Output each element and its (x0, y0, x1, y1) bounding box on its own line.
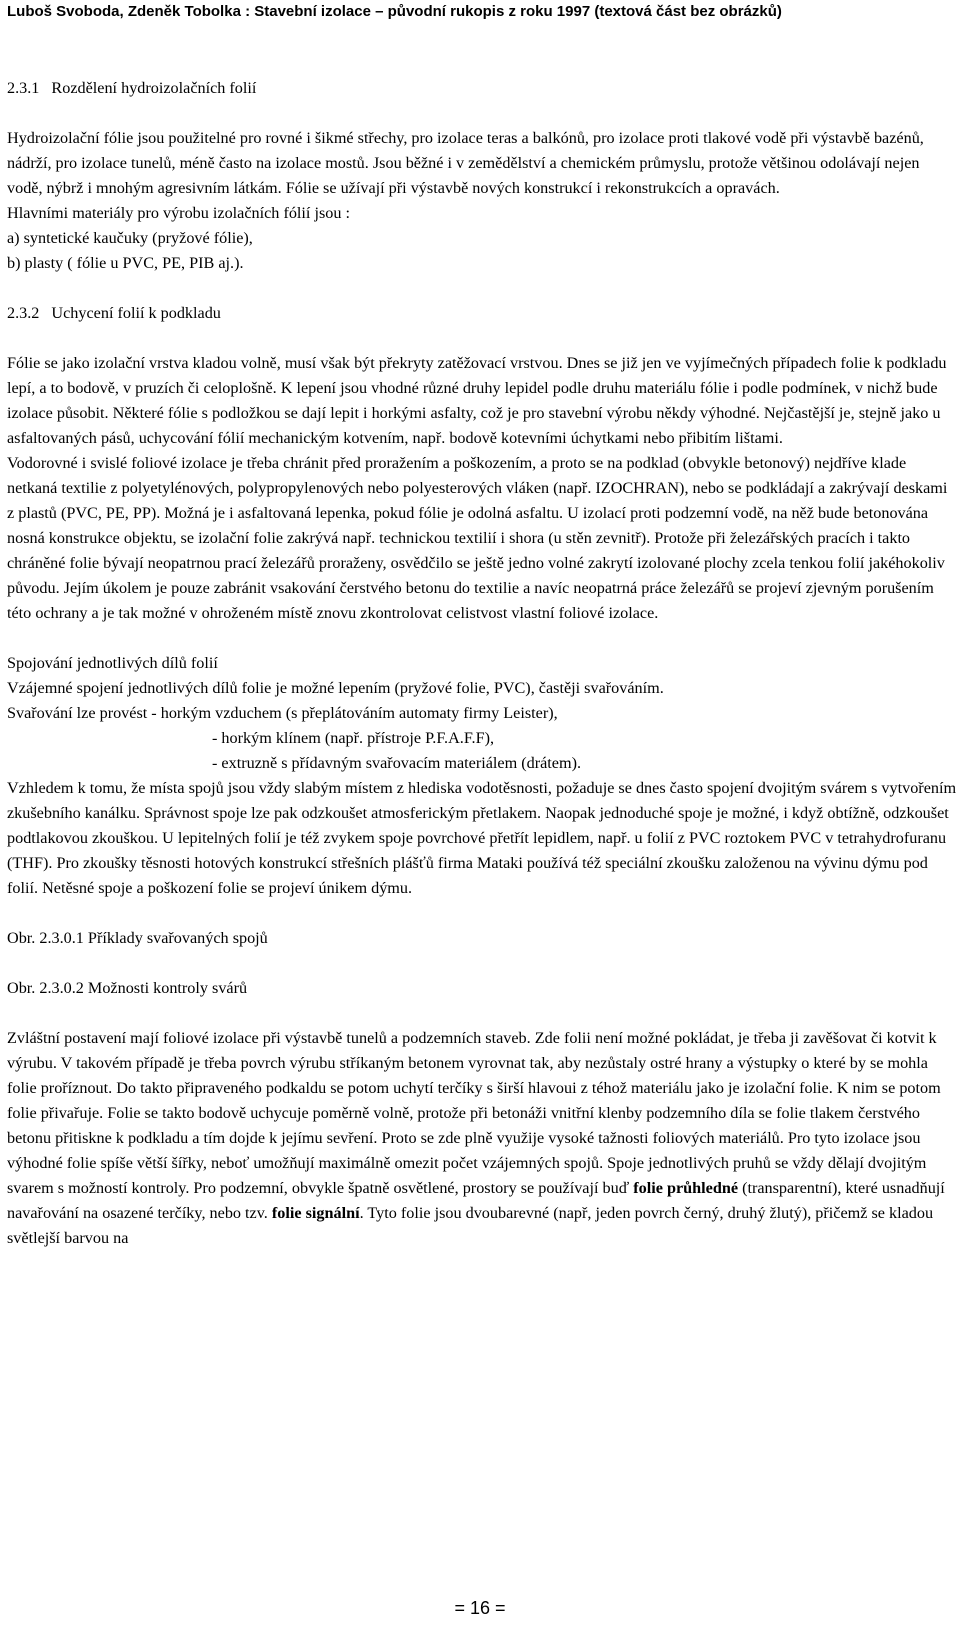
figure-caption: Obr. 2.3.0.2 Možnosti kontroly svárů (7, 979, 248, 997)
document-body (7, 76, 957, 1251)
section-number: 2.3.2 (7, 304, 40, 322)
paragraph: Fólie se jako izolační vrstva kladou volně, musí však být překryty zatěžovací vrstvou. Dnes se již jen ve vyjímečných případech folie k podkladu lepí, a to bodově, v pruzích či celoplošně. K lepení jsou vhodné různé druhy lepidel podle druhu materiálu fólie i podle podmínek, v nichž bude izolace působit. Některé fólie s podložkou se dají lepit i horkými asfalty, což je pro stavební výrobu někdy výhodné. Nejčastější je, stejně jako u asfaltovaných pásů, uchycování fólií mechanickým kotvením, např. bodově kotevními úchytkami nebo přibitím lištami. (7, 354, 947, 447)
list-item: - extruzně s přídavným svařovacím materiálem (drátem). (212, 754, 582, 772)
paragraph: Hlavními materiály pro výrobu izolačních fólií jsou : (7, 204, 351, 222)
paragraph: Svařování lze provést - horkým vzduchem (s přeplátováním automaty firmy Leister), (7, 704, 558, 722)
section-heading-2-3-1 (7, 76, 957, 101)
list-item: a) syntetické kaučuky (pryžové fólie), (7, 229, 253, 247)
paragraph: Vzhledem k tomu, že místa spojů jsou vždy slabým místem z hlediska vodotěsnosti, požaduje se dnes často spojení dvojitým svárem s vytvořením zkušebního kanálku. Správnost spoje lze pak odzkoušet atmosferickým přetlakem. Naopak jednoduché spoje je možné, i když obtížně, odzkoušet podtlakovou zkouškou. U lepitelných folií je též zvykem spoje povrchové přetřít lepidlem, např. u folií z PVC roztokem PVC v tetrahydrofuranu (THF). Pro zkoušky těsnosti hotových konstrukcí střešních plášťů firma Mataki používá též speciální zkoušku založenou na vývinu dýmu pod folií. Netěsné spoje a poškození folie se projeví únikem dýmu. (7, 779, 957, 897)
paragraph: Hydroizolační fólie jsou použitelné pro rovné i šikmé střechy, pro izolace teras a balkónů, pro izolace proti tlakové vodě při výstavbě bazénů, nádrží, pro izolace tunelů, méně často na izolace mostů. Jsou běžné i v zemědělství a chemickém průmyslu, protože většinou odolávají nejen vodě, nýbrž i mnohým agresivním látkám. Fólie se užívají při výstavbě nových konstrukcí i rekonstrukcích a opravách. (7, 129, 924, 197)
section-number: 2.3.1 (7, 79, 40, 97)
subheading: Spojování jednotlivých dílů folií (7, 654, 218, 672)
section-title: Rozdělení hydroizolačních folií (51, 79, 257, 97)
page-header: Luboš Svoboda, Zdeněk Tobolka : Stavební izolace – původní rukopis z roku 1997 (textová část bez obrázků) (7, 3, 782, 20)
list-item: - horkým klínem (např. přístroje P.F.A.F.F), (212, 729, 495, 747)
section-title: Uchycení folií k podkladu (51, 304, 221, 322)
paragraph: Zvláštní postavení mají foliové izolace při výstavbě tunelů a podzemních staveb. Zde folii není možné pokládat, je třeba ji zavěšovat či kotvit k výrubu. V takovém případě je třeba povrch výrubu stříkaným betonem vyrovnat tak, aby nezůstaly ostré hrany a výstupky o které by se mohla folie proříznout. Do takto připraveného podkaldu se potom uchytí terčíky s širší hlavoui z téhož materiálu jako je izolační folie. K nim se potom folie přivařuje. Folie se takto bodově uchycuje poměrně volně, protože při betonáži vnitřní klenby podzemního díla se folie tlakem čerstvého betonu přitiskne k podkladu a tím dojde k jejímu sevření. Proto se zde plně využije vysoké tažnosti foliových materiálů. Pro tyto izolace jsou výhodné folie spíše větší šířky, neboť umožňují maximálně omezit počet vzájemných spojů. Spoje jednotlivých pruhů se vždy dělají dvojitým svarem s možností kontroly. Pro podzemní, obvykle špatně osvětlené, prostory se používají buď folie průhledné (transparentní), které usnadňují navařování na osazené terčíky, nebo tzv. folie signální. Tyto folie jsou dvoubarevné (např, jeden povrch černý, druhý žlutý), přičemž se kladou světlejší barvou na (7, 1029, 945, 1247)
page-number: = 16 = (454, 1598, 506, 1618)
paragraph: Vodorovné i svislé foliové izolace je třeba chránit před proražením a poškozením, a proto se na podklad (obvykle betonový) nejdříve klade netkaná textilie z polyetylénových, polypropylenových nebo polyesterových vláken (např. IZOCHRAN), nebo se podkládají a zakrývají deskami z plastů (PVC, PE, PP). Možná je i asfaltovaná lepenka, pokud fólie je odolná asfaltu. U izolací proti podzemní vodě, na něž bude betonována nosná konstrukce objektu, se izolační folie zakrývá např. technickou textilií i shora (u stěn zevnitř). Protože při železářských pracích i takto chráněné folie bývají neopatrnou prací železářů proraženy, osvědčilo se ještě jedno volné zakrytí izolované plochy zcela tenkou folií jakéhokoliv původu. Jejím úkolem je pouze zabránit vsakování čerstvého betonu do textilie a navíc neopatrná práce železářů se projeví zjevným porušením této ochrany a je tak možné v ohroženém místě znovu zkontrolovat celistvost vlastní foliové izolace. (7, 454, 948, 622)
section-heading-2-3-2 (7, 301, 957, 326)
list-item: b) plasty ( fólie u PVC, PE, PIB aj.). (7, 254, 244, 272)
figure-caption: Obr. 2.3.0.1 Příklady svařovaných spojů (7, 929, 268, 947)
paragraph: Vzájemné spojení jednotlivých dílů folie je možné lepením (pryžové folie, PVC), častěji svařováním. (7, 679, 664, 697)
bold-term: folie průhledné (633, 1179, 739, 1197)
bold-term: folie signální (271, 1204, 360, 1222)
